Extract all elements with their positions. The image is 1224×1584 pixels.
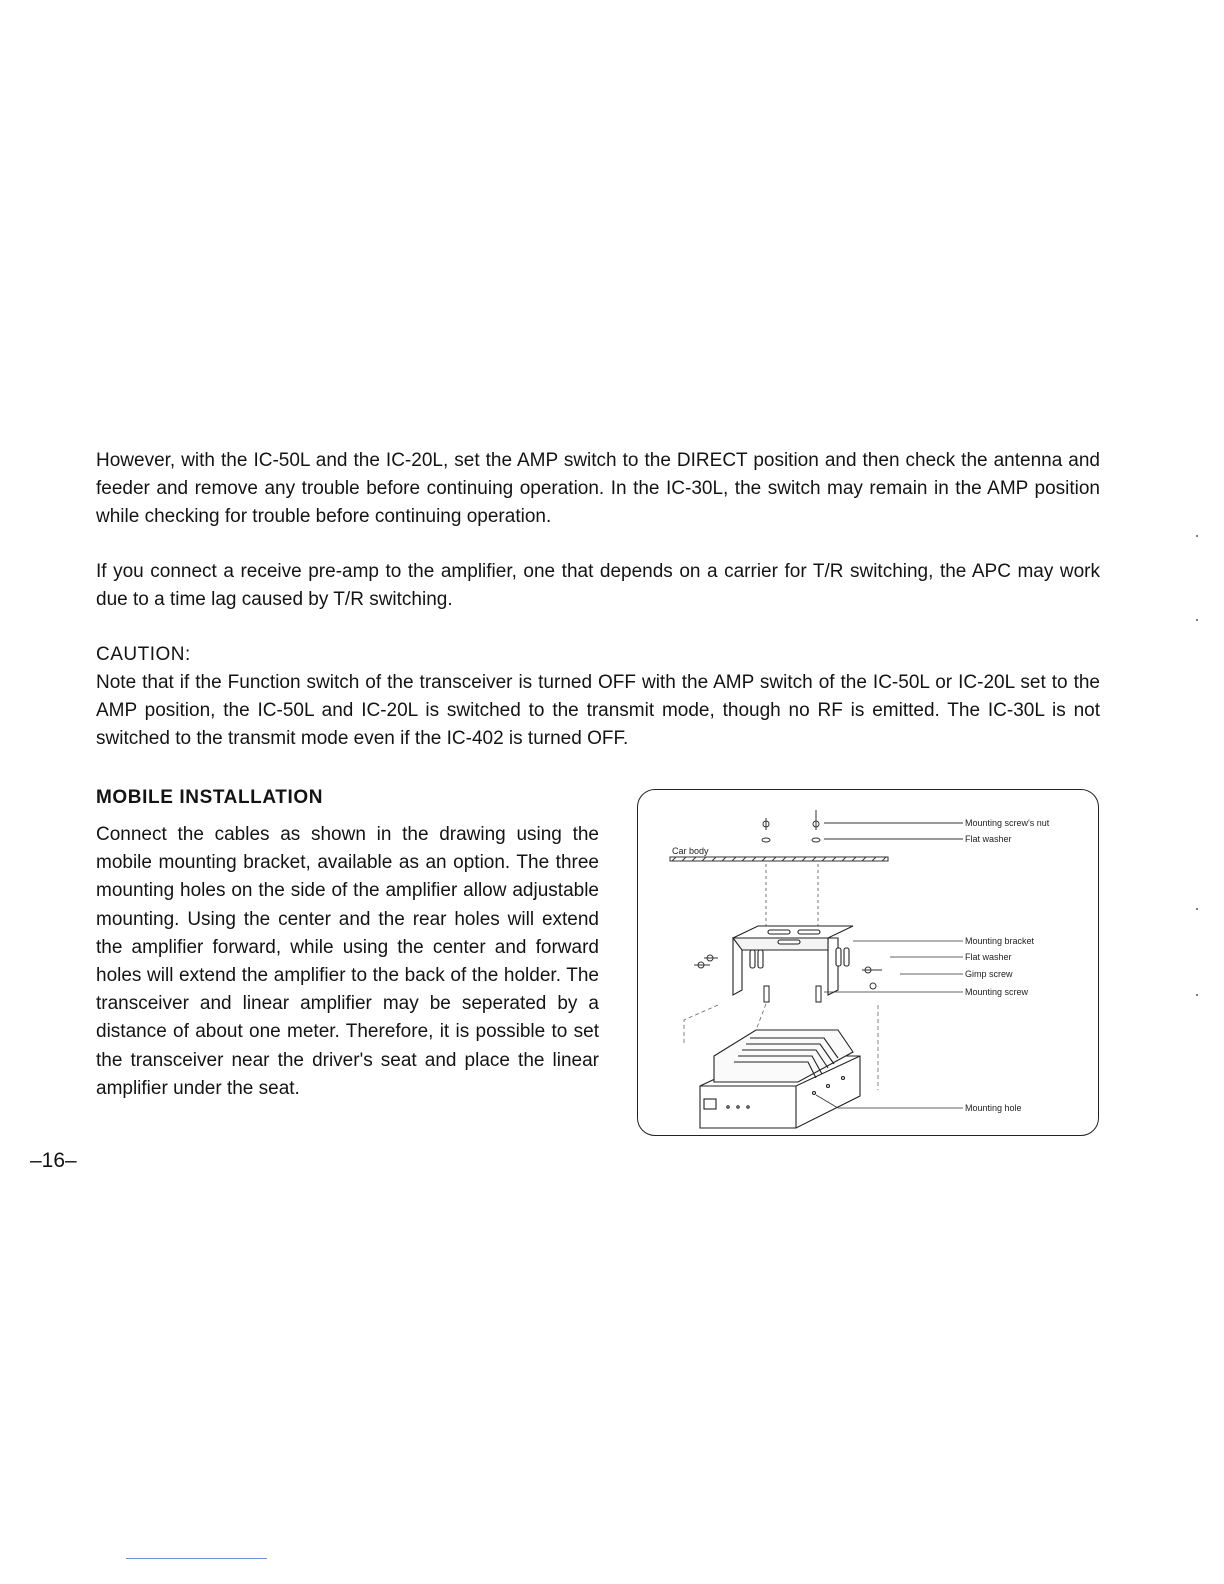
- linear-amplifier-icon: [700, 1030, 860, 1128]
- section-heading-mobile-installation: MOBILE INSTALLATION: [96, 787, 324, 808]
- label-gimp-screw: Gimp screw: [965, 969, 1013, 979]
- label-car-body: Car body: [672, 846, 709, 856]
- scan-speck: [1196, 535, 1198, 537]
- page-number: –16–: [30, 1149, 77, 1172]
- paragraph-mobile-installation: Connect the cables as shown in the drawing using the mobile mounting bracket, available as an option. The three mounting holes on the side of the amplifier allow adjustable mounting. Using the center and the rear holes will extend the amplifier forward, while using the center and forward holes will extend the amplifier to the back of the holder. The transceiver and linear amplifier may be seperated by a distance of about one meter. Therefore, it is possible to set the transceiver near the driver's seat and place the linear amplifier under the seat.: [96, 824, 599, 1099]
- paragraph-caution: Note that if the Function switch of the transceiver is turned OFF with the AMP switch of the IC-50L or IC-20L set to the AMP position, the IC-50L and IC-20L is switched to the transmit mode, though no RF is emitted. The IC-30L is not switched to the transmit mode even if the IC-402 is turned OFF.: [96, 672, 1100, 749]
- label-flat-washer: Flat washer: [965, 952, 1012, 962]
- mounting-bracket-icon: [733, 926, 853, 995]
- label-mounting-bracket: Mounting bracket: [965, 936, 1035, 946]
- label-mounting-screw: Mounting screw: [965, 987, 1029, 997]
- label-flat-washer-top: Flat washer: [965, 834, 1012, 844]
- paragraph-preamp: If you connect a receive pre-amp to the amplifier, one that depends on a carrier for T/R switching, the APC may work due to a time lag caused by T/R switching.: [96, 561, 1100, 610]
- side-screws-icon: [694, 955, 882, 989]
- top-hardware-icon: [762, 810, 963, 842]
- scan-speck: [1196, 619, 1198, 621]
- car-body-plate: [670, 857, 888, 861]
- paragraph-amp-direct: However, with the IC-50L and the IC-20L, set the AMP switch to the DIRECT position and then check the antenna and feeder and remove any trouble before continuing operation. In the IC-30L, the switch may remain in the AMP position while checking for trouble before continuing operation.: [96, 450, 1100, 527]
- label-mounting-hole: Mounting hole: [965, 1103, 1022, 1113]
- caution-heading: CAUTION:: [96, 644, 191, 665]
- scan-speck: [1196, 994, 1198, 996]
- mounting-screw-icon: [764, 986, 821, 1002]
- footer-rule: [126, 1558, 267, 1559]
- installation-diagram-drawing: [638, 790, 1099, 1136]
- scan-speck: [1196, 908, 1198, 910]
- installation-diagram: [637, 789, 1099, 1136]
- label-mounting-screws-nut: Mounting screw's nut: [965, 818, 1050, 828]
